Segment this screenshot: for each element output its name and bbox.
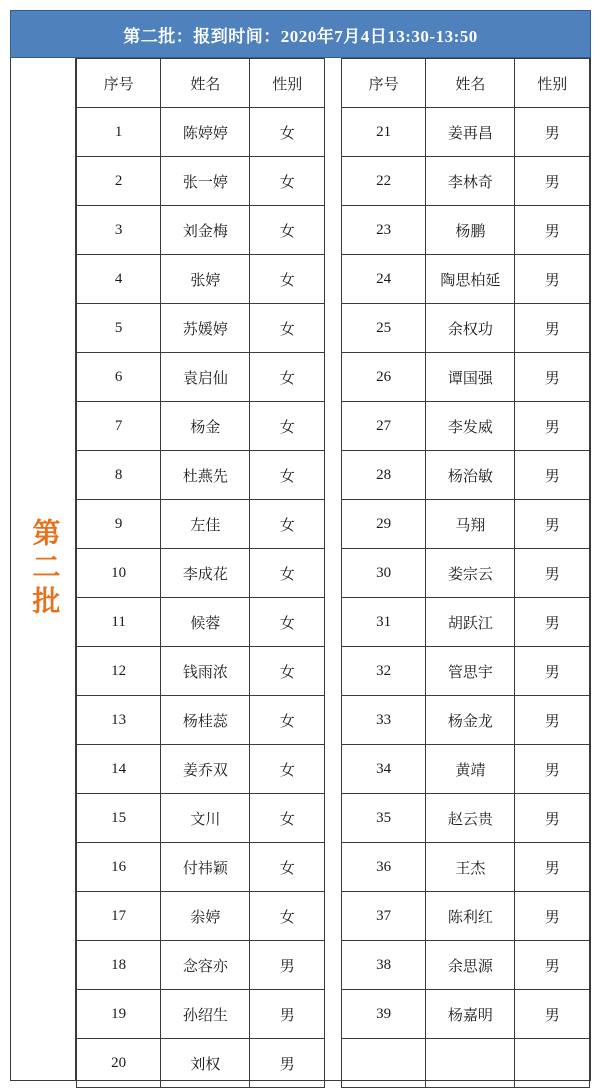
table-row xyxy=(77,990,325,1039)
cell-name: 余思源 xyxy=(426,941,515,990)
cell-no: 38 xyxy=(342,941,426,990)
table-header-row xyxy=(77,59,325,108)
cell-name: 李成花 xyxy=(161,549,250,598)
cell-sex: 男 xyxy=(515,990,590,1039)
cell-sex: 男 xyxy=(515,353,590,402)
table-row xyxy=(77,598,325,647)
cell-sex: 女 xyxy=(250,745,325,794)
table-row xyxy=(342,402,590,451)
cell-name: 谭国强 xyxy=(426,353,515,402)
roster-grid-right xyxy=(341,58,590,1088)
cell-sex: 男 xyxy=(515,108,590,157)
cell-no: 39 xyxy=(342,990,426,1039)
cell-sex: 女 xyxy=(250,353,325,402)
table-header-row xyxy=(342,59,590,108)
cell-no: 15 xyxy=(77,794,161,843)
cell-sex: 男 xyxy=(515,794,590,843)
cell-no: 33 xyxy=(342,696,426,745)
cell-sex: 男 xyxy=(515,451,590,500)
cell-name: 姜乔双 xyxy=(161,745,250,794)
cell-no: 20 xyxy=(77,1039,161,1088)
cell-name: 陈婷婷 xyxy=(161,108,250,157)
cell-sex: 男 xyxy=(515,843,590,892)
cell-no: 1 xyxy=(77,108,161,157)
cell-no: 24 xyxy=(342,255,426,304)
cell-sex: 男 xyxy=(515,598,590,647)
table-row xyxy=(77,745,325,794)
roster-columns xyxy=(76,58,590,1080)
table-row xyxy=(77,206,325,255)
cell-no xyxy=(342,1039,426,1088)
table-row xyxy=(77,843,325,892)
cell-name: 杜燕先 xyxy=(161,451,250,500)
cell-sex: 男 xyxy=(515,549,590,598)
cell-name: 刘金梅 xyxy=(161,206,250,255)
cell-no: 19 xyxy=(77,990,161,1039)
cell-name: 刘权 xyxy=(161,1039,250,1088)
table-row xyxy=(342,157,590,206)
cell-no: 13 xyxy=(77,696,161,745)
cell-sex: 女 xyxy=(250,206,325,255)
table-row xyxy=(77,1039,325,1088)
cell-no: 7 xyxy=(77,402,161,451)
cell-sex: 男 xyxy=(515,157,590,206)
table-row xyxy=(77,500,325,549)
cell-name: 管思宇 xyxy=(426,647,515,696)
cell-sex: 女 xyxy=(250,696,325,745)
cell-name: 张婷 xyxy=(161,255,250,304)
cell-no: 4 xyxy=(77,255,161,304)
cell-name: 苏媛婷 xyxy=(161,304,250,353)
cell-name: 杨嘉明 xyxy=(426,990,515,1039)
column-header-name: 姓名 xyxy=(161,59,250,108)
cell-sex: 男 xyxy=(515,647,590,696)
column-header-no: 序号 xyxy=(342,59,426,108)
cell-no: 5 xyxy=(77,304,161,353)
cell-no: 22 xyxy=(342,157,426,206)
roster-grid-left xyxy=(76,58,325,1088)
cell-sex: 女 xyxy=(250,451,325,500)
table-row xyxy=(342,892,590,941)
cell-sex: 男 xyxy=(515,500,590,549)
cell-sex: 男 xyxy=(515,402,590,451)
cell-sex: 女 xyxy=(250,255,325,304)
cell-no: 17 xyxy=(77,892,161,941)
cell-name: 赵云贵 xyxy=(426,794,515,843)
table-row xyxy=(342,500,590,549)
roster-column-left xyxy=(76,58,325,1080)
table-row xyxy=(77,892,325,941)
cell-name: 李林奇 xyxy=(426,157,515,206)
table-row xyxy=(342,745,590,794)
cell-sex: 女 xyxy=(250,402,325,451)
cell-name: 尜婷 xyxy=(161,892,250,941)
cell-no: 35 xyxy=(342,794,426,843)
cell-name: 孙绍生 xyxy=(161,990,250,1039)
table-row xyxy=(77,402,325,451)
cell-name: 候蓉 xyxy=(161,598,250,647)
column-header-sex: 性别 xyxy=(250,59,325,108)
cell-sex: 女 xyxy=(250,598,325,647)
cell-name xyxy=(426,1039,515,1088)
cell-sex: 女 xyxy=(250,549,325,598)
cell-name: 念容亦 xyxy=(161,941,250,990)
column-header-sex: 性别 xyxy=(515,59,590,108)
cell-name: 王杰 xyxy=(426,843,515,892)
table-row xyxy=(77,941,325,990)
cell-sex: 男 xyxy=(515,745,590,794)
cell-sex: 男 xyxy=(250,1039,325,1088)
roster-table xyxy=(10,58,591,1081)
cell-sex: 女 xyxy=(250,500,325,549)
table-row xyxy=(342,304,590,353)
cell-name: 姜再昌 xyxy=(426,108,515,157)
cell-sex: 男 xyxy=(515,206,590,255)
cell-no: 18 xyxy=(77,941,161,990)
cell-no: 27 xyxy=(342,402,426,451)
cell-no: 32 xyxy=(342,647,426,696)
table-row xyxy=(77,108,325,157)
cell-name: 付祎颖 xyxy=(161,843,250,892)
cell-name: 黄靖 xyxy=(426,745,515,794)
table-row xyxy=(77,255,325,304)
cell-no: 3 xyxy=(77,206,161,255)
column-header-name: 姓名 xyxy=(426,59,515,108)
cell-name: 马翔 xyxy=(426,500,515,549)
cell-no: 25 xyxy=(342,304,426,353)
cell-name: 娄宗云 xyxy=(426,549,515,598)
cell-name: 杨治敏 xyxy=(426,451,515,500)
cell-name: 杨鹏 xyxy=(426,206,515,255)
roster-column-right xyxy=(341,58,590,1080)
roster-body-left xyxy=(77,108,325,1088)
cell-name: 张一婷 xyxy=(161,157,250,206)
table-row xyxy=(342,549,590,598)
batch-label-text: 第二批 xyxy=(28,518,60,620)
table-row xyxy=(342,990,590,1039)
table-row xyxy=(342,647,590,696)
table-row xyxy=(77,157,325,206)
cell-name: 袁启仙 xyxy=(161,353,250,402)
table-row xyxy=(342,108,590,157)
table-row xyxy=(77,696,325,745)
cell-sex: 女 xyxy=(250,843,325,892)
cell-sex: 男 xyxy=(515,255,590,304)
cell-name: 杨桂蕊 xyxy=(161,696,250,745)
cell-no: 8 xyxy=(77,451,161,500)
cell-sex: 女 xyxy=(250,647,325,696)
cell-sex: 女 xyxy=(250,157,325,206)
table-row xyxy=(77,353,325,402)
cell-name: 杨金 xyxy=(161,402,250,451)
cell-sex: 女 xyxy=(250,304,325,353)
cell-name: 余权功 xyxy=(426,304,515,353)
table-row xyxy=(77,549,325,598)
table-row xyxy=(77,304,325,353)
cell-no: 10 xyxy=(77,549,161,598)
cell-name: 钱雨浓 xyxy=(161,647,250,696)
cell-name: 李发威 xyxy=(426,402,515,451)
cell-no: 2 xyxy=(77,157,161,206)
cell-name: 左佳 xyxy=(161,500,250,549)
cell-sex: 男 xyxy=(250,990,325,1039)
cell-no: 31 xyxy=(342,598,426,647)
cell-no: 23 xyxy=(342,206,426,255)
table-row xyxy=(342,696,590,745)
column-gap xyxy=(325,58,341,1080)
table-row xyxy=(342,206,590,255)
cell-no: 37 xyxy=(342,892,426,941)
table-row xyxy=(342,451,590,500)
cell-sex xyxy=(515,1039,590,1088)
table-row xyxy=(342,794,590,843)
cell-no: 36 xyxy=(342,843,426,892)
table-row xyxy=(342,353,590,402)
cell-sex: 男 xyxy=(515,892,590,941)
table-row xyxy=(342,255,590,304)
cell-sex: 女 xyxy=(250,794,325,843)
cell-sex: 男 xyxy=(515,304,590,353)
cell-no: 28 xyxy=(342,451,426,500)
cell-sex: 女 xyxy=(250,892,325,941)
page-title xyxy=(10,10,591,58)
roster-body-right xyxy=(342,108,590,1088)
table-row xyxy=(342,598,590,647)
cell-no: 12 xyxy=(77,647,161,696)
cell-no: 34 xyxy=(342,745,426,794)
cell-name: 陶思柏延 xyxy=(426,255,515,304)
cell-sex: 男 xyxy=(515,941,590,990)
column-header-no: 序号 xyxy=(77,59,161,108)
batch-label xyxy=(11,58,76,1080)
cell-no: 16 xyxy=(77,843,161,892)
cell-no: 30 xyxy=(342,549,426,598)
cell-no: 26 xyxy=(342,353,426,402)
cell-no: 21 xyxy=(342,108,426,157)
cell-name: 陈利红 xyxy=(426,892,515,941)
cell-no: 14 xyxy=(77,745,161,794)
table-row xyxy=(77,794,325,843)
cell-name: 杨金龙 xyxy=(426,696,515,745)
table-row xyxy=(77,647,325,696)
cell-sex: 男 xyxy=(250,941,325,990)
cell-sex: 女 xyxy=(250,108,325,157)
table-row xyxy=(342,941,590,990)
cell-no: 6 xyxy=(77,353,161,402)
table-row xyxy=(342,843,590,892)
table-row xyxy=(77,451,325,500)
cell-no: 29 xyxy=(342,500,426,549)
page-title-text: 第二批：报到时间：2020年7月4日13:30-13:50 xyxy=(123,26,478,46)
table-row xyxy=(342,1039,590,1088)
cell-sex: 男 xyxy=(515,696,590,745)
cell-no: 9 xyxy=(77,500,161,549)
cell-name: 胡跃江 xyxy=(426,598,515,647)
cell-no: 11 xyxy=(77,598,161,647)
cell-name: 文川 xyxy=(161,794,250,843)
